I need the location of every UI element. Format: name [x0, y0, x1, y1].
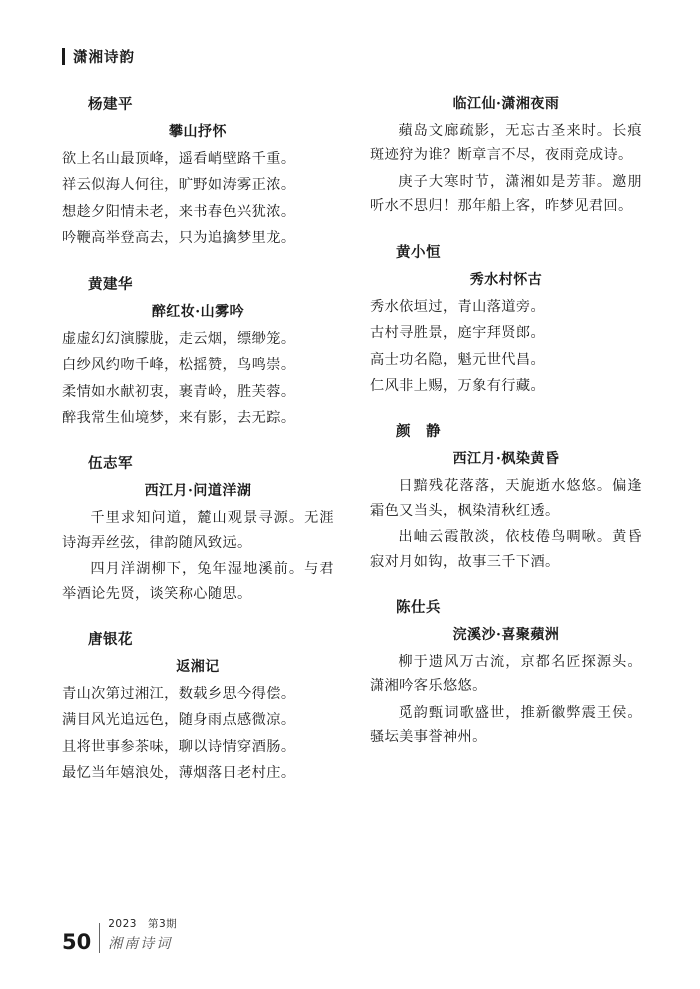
poem-line: 最忆当年嬉浪处，薄烟落日老村庄。 [62, 765, 296, 782]
poem-line: 吟鞭高举登高去，只为追擒梦里龙。 [62, 230, 296, 247]
poem-line: 柳于遗风万古流，京都名匠探源头。潇湘吟客乐悠悠。 [370, 654, 642, 695]
poem-line: 高士功名隐，魁元世代昌。 [370, 351, 546, 368]
poem-entry [62, 452, 334, 606]
poem-title: 浣溪沙·喜聚蘋洲 [452, 627, 560, 644]
poem-title: 返湘记 [176, 659, 220, 676]
poem-line: 柔情如水献初衷，裹青岭，胜芙蓉。 [62, 383, 296, 400]
poem-entry [370, 93, 642, 219]
poem-line: 想趁夕阳情未老，来书春色兴犹浓。 [62, 203, 296, 220]
column-left [62, 93, 334, 808]
poem-body [370, 119, 642, 219]
issue-label: 2023 第3期 [108, 918, 178, 930]
poem-line: 且将世事参茶味，聊以诗情穿酒肠。 [62, 738, 296, 755]
magazine-name: 湘南诗词 [108, 936, 173, 952]
poem-title: 临江仙·潇湘夜雨 [452, 96, 560, 112]
poem-line: 欲上名山最顶峰，遥看峭壁路千重。 [62, 151, 296, 167]
section-title: 潇湘诗韵 [73, 49, 135, 66]
poem-author: 黄小恒 [396, 243, 441, 261]
poem-entry [370, 241, 642, 399]
poem-body [62, 506, 334, 606]
poem-entry [62, 273, 334, 431]
poem-line: 蘋岛文廊疏影，无忘古圣来时。长痕斑迹狩为谁？断章言不尽，夜雨竞成诗。 [370, 123, 642, 164]
poem-body [370, 650, 642, 750]
poem-line: 出岫云霞散淡，依枝倦鸟啁啾。黄昏寂对月如钩，故事三千下酒。 [370, 529, 642, 570]
footer-divider [99, 923, 100, 953]
poem-body [370, 474, 642, 574]
poem-line: 仁风非上赐，万象有行藏。 [370, 377, 546, 394]
poem-entry [370, 420, 642, 574]
poem-author: 唐银花 [88, 631, 133, 649]
column-right [370, 93, 642, 808]
poem-line: 秀水依垣过，青山落道旁。 [370, 298, 546, 315]
poem-line: 古村寻胜景，庭宇拜贤郎。 [370, 325, 546, 342]
poem-body [62, 327, 334, 431]
poem-title: 秀水村怀古 [469, 271, 543, 288]
poem-body [62, 682, 334, 786]
poem-author: 陈仕兵 [396, 599, 441, 617]
poem-body [370, 295, 642, 399]
poem-author: 杨建平 [88, 96, 133, 113]
content-columns [62, 93, 644, 808]
footer-meta [108, 916, 177, 953]
poem-entry [62, 628, 334, 786]
poem-author: 颜 静 [396, 423, 441, 441]
poem-title: 西江月·枫染黄昏 [452, 451, 560, 468]
poem-line: 祥云似海人何往，旷野如涛雾正浓。 [62, 177, 296, 194]
poem-line: 觅韵甄词歌盛世，推新徽弊震王侯。骚坛美事誉神州。 [370, 704, 642, 746]
poem-line: 白纱风约吻千峰，松摇赞，鸟鸣崇。 [62, 357, 296, 374]
page-footer [62, 916, 177, 953]
poem-line: 千里求知问道，麓山观景寻源。无涯诗海弄丝弦，律韵随风致远。 [62, 510, 334, 551]
poem-entry [370, 596, 642, 750]
poem-line: 日黯残花落落，天旎逝水悠悠。偏逢霜色又当头，枫染清秋红透。 [370, 478, 642, 519]
poem-author: 伍志军 [88, 455, 133, 473]
section-header [62, 46, 644, 67]
poem-line: 庚子大寒时节，潇湘如是芳菲。邀朋听水不思归！那年船上客，昨梦见君回。 [370, 173, 642, 215]
poem-entry [62, 93, 334, 251]
poem-body [62, 147, 334, 251]
poem-title: 攀山抒怀 [169, 124, 227, 140]
poem-title: 西江月·问道洋湖 [144, 483, 252, 500]
poem-line: 满目风光追远色，随身雨点感微凉。 [62, 712, 296, 729]
poem-line: 醉我常生仙境梦，来有影，去无踪。 [62, 409, 296, 426]
poem-line: 四月洋湖柳下，兔年湿地溪前。与君举酒论先贤，谈笑称心随思。 [62, 561, 334, 602]
poem-author: 黄建华 [88, 275, 133, 293]
poem-line: 虚虚幻幻演朦胧，走云烟，缥缈笼。 [62, 330, 296, 347]
section-header-bar-left [62, 48, 65, 65]
poem-line: 青山次第过湘江，数载乡思今得偿。 [62, 686, 296, 703]
page-number: 50 [62, 930, 92, 954]
poem-title: 醉红妆·山雾吟 [151, 303, 245, 320]
